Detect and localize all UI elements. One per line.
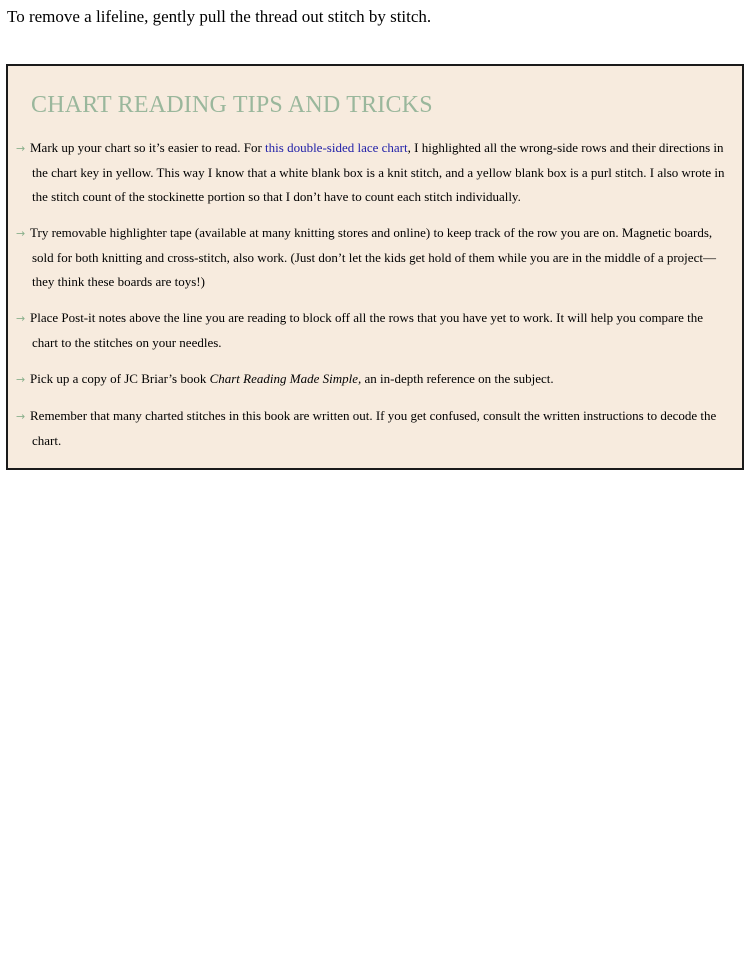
tip-text: Remember that many charted stitches in this book are written out. If you get confused, consult the written instructions to decode the chart. <box>30 408 717 448</box>
tip-book-reference <box>12 367 728 392</box>
book-title: Chart Reading Made Simple, <box>209 371 362 386</box>
tip-text: Pick up a copy of JC Briar’s book <box>30 371 210 386</box>
tip-post-it-notes <box>12 306 728 355</box>
arrow-icon: → <box>16 410 26 423</box>
tip-highlighter-tape <box>12 221 728 294</box>
tip-text: , I highlighted all the wrong-side rows and their directions in the chart key in yellow. This way I know that a white blank box is a knit stitch, and a yellow blank box is a purl stitch. I also wrote in the stitch count of the stockinette portion so that I don’t have to count each stitch individually. <box>32 140 725 204</box>
arrow-icon: → <box>16 142 26 155</box>
tip-text: Place Post-it notes above the line you are reading to block off all the rows that you have yet to work. It will help you compare the chart to the stitches on your needles. <box>30 310 704 350</box>
sidebar-title: CHART READING TIPS AND TRICKS <box>31 92 433 118</box>
tip-written-instructions <box>12 404 728 453</box>
intro-paragraph: To remove a lifeline, gently pull the thread out stitch by stitch. <box>7 7 432 26</box>
tips-list <box>12 136 728 465</box>
arrow-icon: → <box>16 373 26 386</box>
tip-text: Mark up your chart so it’s easier to read. For <box>30 140 266 155</box>
lace-chart-link[interactable]: this double-sided lace chart <box>265 140 408 155</box>
tip-mark-up-chart <box>12 136 728 209</box>
arrow-icon: → <box>16 227 26 240</box>
tip-text: Try removable highlighter tape (available at many knitting stores and online) to keep track of the row you are on. Magnetic boards, sold for both knitting and cross-stitch, also work. (Just don’t let the kids get hold of them while you are in the middle of a project—they think these boards are toys!) <box>30 225 716 289</box>
tips-sidebar <box>6 64 744 470</box>
tip-text: an in-depth reference on the subject. <box>361 371 554 386</box>
arrow-icon: → <box>16 312 26 325</box>
